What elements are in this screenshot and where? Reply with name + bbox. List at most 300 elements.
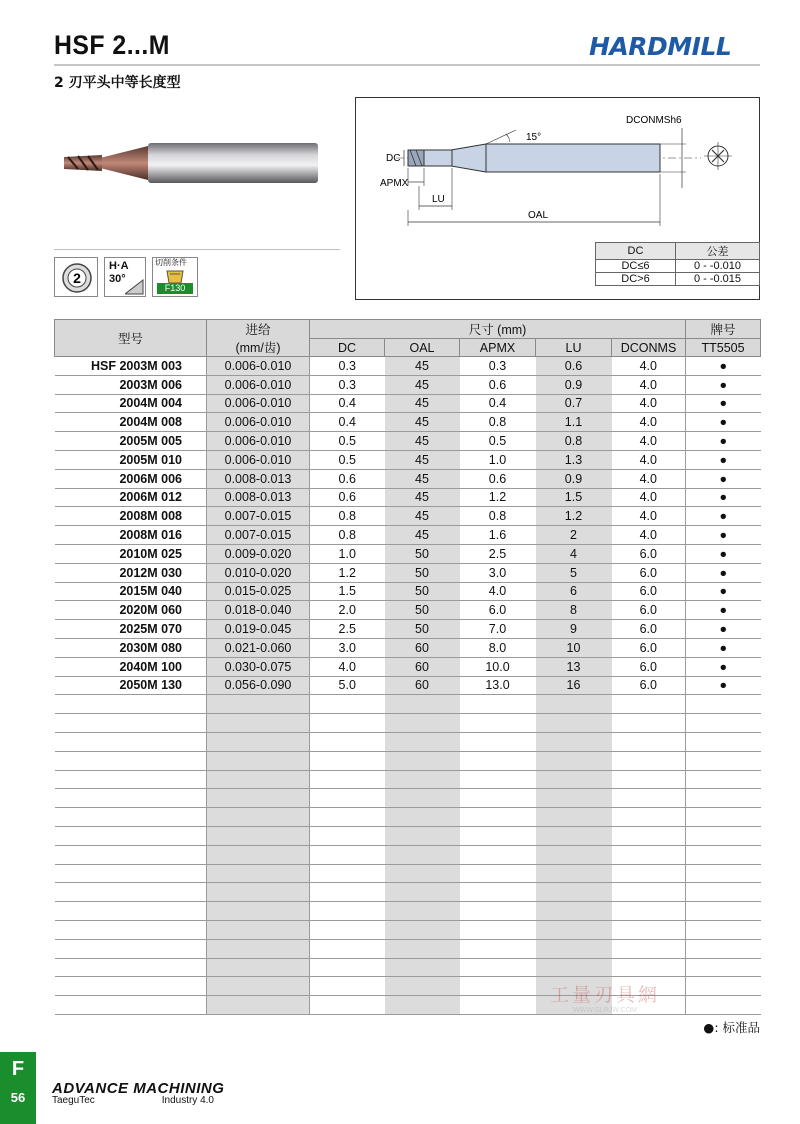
cell-feed: 0.006-0.010 — [207, 413, 310, 432]
empty-cell — [385, 883, 460, 902]
cell-feed: 0.007-0.015 — [207, 526, 310, 545]
empty-cell — [207, 770, 310, 789]
empty-cell — [310, 826, 385, 845]
cell-grade: ● — [686, 375, 761, 394]
advance-machining-logo — [52, 1080, 224, 1106]
dim-angle-label: 15° — [526, 132, 542, 143]
table-row — [55, 676, 761, 695]
cell-feed: 0.021-0.060 — [207, 638, 310, 657]
empty-cell — [207, 789, 310, 808]
empty-cell — [207, 714, 310, 733]
empty-cell — [686, 732, 761, 751]
cell-feed: 0.006-0.010 — [207, 357, 310, 376]
tolerance-table — [595, 242, 760, 286]
empty-cell — [310, 789, 385, 808]
cell-lu: 9 — [536, 620, 612, 639]
cell-model — [55, 450, 207, 469]
tol-cond: DC≤6 — [596, 260, 676, 273]
cell-grade: ● — [686, 657, 761, 676]
empty-cell — [460, 996, 536, 1015]
empty-cell — [385, 864, 460, 883]
cell-lu: 13 — [536, 657, 612, 676]
empty-cell — [536, 751, 612, 770]
table-row — [55, 620, 761, 639]
empty-cell — [55, 751, 207, 770]
cell-dc: 0.5 — [310, 432, 385, 451]
helix-angle-icon — [104, 257, 146, 297]
flute-count: 2 — [73, 270, 81, 286]
cell-apmx: 0.3 — [460, 357, 536, 376]
empty-cell — [612, 770, 686, 789]
model-code: 2003M 006 — [119, 377, 182, 392]
empty-cell — [536, 883, 612, 902]
cell-oal: 45 — [385, 413, 460, 432]
cell-dc: 0.8 — [310, 507, 385, 526]
empty-cell — [385, 996, 460, 1015]
model-code: 2030M 080 — [119, 640, 182, 655]
cell-lu: 0.9 — [536, 375, 612, 394]
cell-lu: 2 — [536, 526, 612, 545]
empty-cell — [612, 789, 686, 808]
model-code: 2015M 040 — [119, 584, 182, 599]
header-dimensions: 尺寸 (mm) — [310, 320, 686, 339]
cell-grade: ● — [686, 638, 761, 657]
empty-cell — [460, 789, 536, 808]
cell-apmx: 0.5 — [460, 432, 536, 451]
table-row — [55, 432, 761, 451]
cell-lu: 0.7 — [536, 394, 612, 413]
empty-cell — [460, 958, 536, 977]
tol-cond: DC>6 — [596, 273, 676, 286]
cond-title: 切削条件 — [155, 258, 187, 267]
cell-oal: 45 — [385, 357, 460, 376]
model-code: 2004M 004 — [119, 396, 182, 411]
cell-dc: 0.4 — [310, 413, 385, 432]
empty-cell — [385, 808, 460, 827]
table-row — [55, 488, 761, 507]
cell-oal: 45 — [385, 450, 460, 469]
cell-apmx: 3.0 — [460, 563, 536, 582]
dim-dconms-label: DCONMSh6 — [626, 115, 682, 126]
empty-cell — [686, 996, 761, 1015]
table-row — [55, 601, 761, 620]
empty-cell — [385, 751, 460, 770]
empty-cell — [460, 770, 536, 789]
header-feed — [207, 320, 310, 357]
cell-feed: 0.056-0.090 — [207, 676, 310, 695]
cell-apmx: 13.0 — [460, 676, 536, 695]
cell-dc: 2.0 — [310, 601, 385, 620]
empty-cell — [310, 770, 385, 789]
empty-cell — [460, 883, 536, 902]
legend-standard: ●: 标准品 — [703, 1020, 760, 1035]
empty-cell — [612, 920, 686, 939]
empty-cell — [55, 826, 207, 845]
cell-feed: 0.009-0.020 — [207, 544, 310, 563]
cell-dc: 1.5 — [310, 582, 385, 601]
logo-mill: MILL — [667, 32, 732, 61]
empty-cell — [385, 714, 460, 733]
header-model: 型号 — [55, 320, 207, 357]
cell-model — [55, 544, 207, 563]
cell-dc: 0.5 — [310, 450, 385, 469]
cell-model — [55, 526, 207, 545]
cell-oal: 45 — [385, 488, 460, 507]
cell-apmx: 1.6 — [460, 526, 536, 545]
cell-feed: 0.008-0.013 — [207, 488, 310, 507]
cell-model — [55, 676, 207, 695]
cell-dc: 0.8 — [310, 526, 385, 545]
empty-cell — [55, 939, 207, 958]
cell-oal: 60 — [385, 657, 460, 676]
cell-oal: 45 — [385, 432, 460, 451]
empty-row — [55, 770, 761, 789]
empty-cell — [612, 845, 686, 864]
header-grade-name: TT5505 — [686, 339, 761, 357]
cell-grade: ● — [686, 357, 761, 376]
empty-cell — [207, 902, 310, 921]
cell-grade: ● — [686, 544, 761, 563]
empty-cell — [385, 770, 460, 789]
header-oal: OAL — [385, 339, 460, 357]
cell-dconms: 6.0 — [612, 563, 686, 582]
cell-lu: 0.8 — [536, 432, 612, 451]
empty-cell — [55, 977, 207, 996]
cell-feed: 0.006-0.010 — [207, 432, 310, 451]
model-code: 2006M 012 — [119, 490, 182, 505]
model-code: 2050M 130 — [119, 678, 182, 693]
empty-cell — [310, 751, 385, 770]
empty-row — [55, 808, 761, 827]
cell-model — [55, 394, 207, 413]
page-number: 56 — [10, 1090, 26, 1105]
cell-apmx: 0.6 — [460, 469, 536, 488]
header-apmx: APMX — [460, 339, 536, 357]
empty-cell — [536, 695, 612, 714]
tol-value: 0 - -0.015 — [676, 273, 760, 286]
cell-oal: 60 — [385, 638, 460, 657]
empty-row — [55, 714, 761, 733]
empty-cell — [612, 902, 686, 921]
cell-grade: ● — [686, 582, 761, 601]
cell-grade: ● — [686, 432, 761, 451]
empty-cell — [385, 902, 460, 921]
watermark-text: 工量刃具網 — [549, 984, 660, 1006]
empty-cell — [55, 883, 207, 902]
cell-oal: 60 — [385, 676, 460, 695]
cell-dc: 0.6 — [310, 488, 385, 507]
empty-cell — [536, 808, 612, 827]
cell-dconms: 4.0 — [612, 375, 686, 394]
empty-cell — [612, 826, 686, 845]
empty-cell — [310, 695, 385, 714]
empty-cell — [612, 695, 686, 714]
table-row — [55, 394, 761, 413]
empty-cell — [207, 808, 310, 827]
empty-cell — [460, 808, 536, 827]
empty-cell — [686, 751, 761, 770]
cell-model — [55, 657, 207, 676]
cell-dconms: 6.0 — [612, 676, 686, 695]
empty-cell — [55, 714, 207, 733]
cell-lu: 8 — [536, 601, 612, 620]
empty-cell — [460, 714, 536, 733]
empty-cell — [612, 714, 686, 733]
cell-oal: 45 — [385, 469, 460, 488]
cell-oal: 45 — [385, 394, 460, 413]
empty-cell — [207, 845, 310, 864]
empty-cell — [310, 977, 385, 996]
cell-apmx: 2.5 — [460, 544, 536, 563]
empty-cell — [460, 977, 536, 996]
empty-cell — [612, 864, 686, 883]
cell-dc: 5.0 — [310, 676, 385, 695]
model-code: 2006M 006 — [119, 471, 182, 486]
cell-feed: 0.018-0.040 — [207, 601, 310, 620]
logo-hard: HARD — [589, 32, 668, 61]
cell-lu: 4 — [536, 544, 612, 563]
cell-lu: 10 — [536, 638, 612, 657]
empty-cell — [55, 732, 207, 751]
cell-feed: 0.007-0.015 — [207, 507, 310, 526]
empty-cell — [686, 902, 761, 921]
cell-oal: 50 — [385, 544, 460, 563]
cell-oal: 45 — [385, 507, 460, 526]
empty-cell — [55, 864, 207, 883]
cell-grade: ● — [686, 507, 761, 526]
empty-cell — [536, 732, 612, 751]
dim-dc-label: DC — [386, 153, 401, 164]
header-lu: LU — [536, 339, 612, 357]
product-table-body — [55, 357, 761, 1015]
empty-cell — [310, 958, 385, 977]
empty-cell — [385, 939, 460, 958]
model-code: 2005M 010 — [119, 452, 182, 467]
empty-row — [55, 864, 761, 883]
cell-model — [55, 469, 207, 488]
cell-grade: ● — [686, 563, 761, 582]
empty-cell — [536, 845, 612, 864]
empty-cell — [536, 902, 612, 921]
empty-cell — [55, 695, 207, 714]
tol-header-dc: DC — [596, 243, 676, 260]
empty-cell — [686, 883, 761, 902]
cond-badge: F130 — [157, 283, 193, 294]
end-mill-photo — [60, 138, 322, 188]
cell-dconms: 6.0 — [612, 601, 686, 620]
cell-dc: 4.0 — [310, 657, 385, 676]
empty-cell — [310, 939, 385, 958]
empty-cell — [310, 808, 385, 827]
empty-cell — [310, 920, 385, 939]
dim-lu-label: LU — [432, 194, 445, 205]
helix-value: 30° — [109, 273, 126, 285]
cell-feed: 0.010-0.020 — [207, 563, 310, 582]
empty-cell — [612, 883, 686, 902]
empty-cell — [686, 714, 761, 733]
cell-model — [55, 375, 207, 394]
empty-cell — [612, 732, 686, 751]
flute-count-icon — [54, 257, 98, 297]
watermark-url: WWW.GLRJW.COM — [573, 1007, 637, 1014]
empty-cell — [207, 996, 310, 1015]
empty-cell — [207, 864, 310, 883]
cell-lu: 1.1 — [536, 413, 612, 432]
empty-cell — [55, 996, 207, 1015]
empty-cell — [207, 939, 310, 958]
cell-apmx: 0.6 — [460, 375, 536, 394]
empty-cell — [385, 920, 460, 939]
cell-dc: 3.0 — [310, 638, 385, 657]
table-row — [55, 657, 761, 676]
empty-cell — [612, 808, 686, 827]
cell-lu: 5 — [536, 563, 612, 582]
empty-cell — [55, 845, 207, 864]
empty-cell — [686, 958, 761, 977]
section-letter: F — [11, 1058, 25, 1080]
empty-cell — [536, 826, 612, 845]
cell-apmx: 8.0 — [460, 638, 536, 657]
cell-model — [55, 357, 207, 376]
cell-feed: 0.006-0.010 — [207, 394, 310, 413]
cell-dc: 0.4 — [310, 394, 385, 413]
empty-cell — [207, 751, 310, 770]
cell-dc: 0.6 — [310, 469, 385, 488]
model-code: 2040M 100 — [119, 659, 182, 674]
empty-cell — [612, 751, 686, 770]
empty-cell — [460, 939, 536, 958]
model-code: 2012M 030 — [119, 565, 182, 580]
product-table — [54, 319, 761, 1015]
empty-cell — [460, 751, 536, 770]
cell-lu: 1.2 — [536, 507, 612, 526]
empty-cell — [55, 958, 207, 977]
empty-row — [55, 845, 761, 864]
cell-model — [55, 563, 207, 582]
dim-apmx-label: APMX — [380, 178, 409, 189]
cell-dconms: 6.0 — [612, 582, 686, 601]
empty-cell — [55, 789, 207, 808]
cell-dconms: 4.0 — [612, 526, 686, 545]
empty-row — [55, 883, 761, 902]
cell-grade: ● — [686, 601, 761, 620]
cell-lu: 1.5 — [536, 488, 612, 507]
tol-value: 0 - -0.010 — [676, 260, 760, 273]
cell-feed: 0.006-0.010 — [207, 450, 310, 469]
empty-cell — [310, 714, 385, 733]
cell-dconms: 4.0 — [612, 357, 686, 376]
cell-dconms: 6.0 — [612, 657, 686, 676]
cell-grade: ● — [686, 469, 761, 488]
cell-grade: ● — [686, 620, 761, 639]
cell-model — [55, 638, 207, 657]
model-code: 2008M 008 — [119, 509, 182, 524]
cell-dconms: 6.0 — [612, 620, 686, 639]
header-dconms: DCONMS — [612, 339, 686, 357]
cell-model — [55, 582, 207, 601]
cell-apmx: 0.4 — [460, 394, 536, 413]
cell-dconms: 6.0 — [612, 638, 686, 657]
model-code: 2003M 003 — [119, 358, 182, 373]
cell-dconms: 4.0 — [612, 413, 686, 432]
cell-model — [55, 432, 207, 451]
helix-label: H·A — [109, 260, 129, 272]
page-subtitle: 2 刃平头中等长度型 — [54, 75, 181, 91]
cell-oal: 50 — [385, 620, 460, 639]
brand-taegutec: TaeguTec — [52, 1095, 95, 1106]
model-code: 2004M 008 — [119, 415, 182, 430]
cutting-conditions-icon — [152, 257, 198, 297]
empty-cell — [310, 996, 385, 1015]
model-code: 2025M 070 — [119, 622, 182, 637]
cell-apmx: 1.0 — [460, 450, 536, 469]
empty-cell — [385, 977, 460, 996]
cell-oal: 50 — [385, 601, 460, 620]
model-code: 2008M 016 — [119, 528, 182, 543]
cell-oal: 50 — [385, 563, 460, 582]
empty-cell — [385, 732, 460, 751]
cell-oal: 50 — [385, 582, 460, 601]
cell-dconms: 4.0 — [612, 507, 686, 526]
table-row — [55, 544, 761, 563]
cell-lu: 16 — [536, 676, 612, 695]
empty-row — [55, 751, 761, 770]
cell-dc: 0.3 — [310, 357, 385, 376]
cell-apmx: 7.0 — [460, 620, 536, 639]
cell-model — [55, 488, 207, 507]
model-prefix: HSF — [90, 358, 116, 373]
empty-cell — [460, 732, 536, 751]
empty-cell — [55, 808, 207, 827]
cell-model — [55, 601, 207, 620]
empty-cell — [536, 770, 612, 789]
empty-cell — [686, 920, 761, 939]
table-row — [55, 450, 761, 469]
empty-cell — [207, 920, 310, 939]
table-row — [55, 582, 761, 601]
empty-cell — [460, 845, 536, 864]
empty-cell — [536, 789, 612, 808]
empty-cell — [686, 695, 761, 714]
empty-cell — [686, 939, 761, 958]
cell-dc: 2.5 — [310, 620, 385, 639]
empty-cell — [460, 826, 536, 845]
cell-dconms: 4.0 — [612, 394, 686, 413]
title-divider — [54, 64, 760, 66]
empty-cell — [686, 826, 761, 845]
empty-cell — [686, 977, 761, 996]
empty-cell — [55, 770, 207, 789]
cell-apmx: 0.8 — [460, 507, 536, 526]
cell-dconms: 4.0 — [612, 488, 686, 507]
cell-dconms: 4.0 — [612, 450, 686, 469]
cell-model — [55, 507, 207, 526]
empty-cell — [686, 864, 761, 883]
empty-cell — [686, 789, 761, 808]
cell-apmx: 4.0 — [460, 582, 536, 601]
empty-cell — [536, 920, 612, 939]
empty-cell — [207, 826, 310, 845]
empty-cell — [460, 920, 536, 939]
cell-apmx: 1.2 — [460, 488, 536, 507]
empty-cell — [536, 864, 612, 883]
brand-industry: Industry 4.0 — [161, 1095, 214, 1106]
empty-cell — [207, 732, 310, 751]
empty-row — [55, 695, 761, 714]
cell-grade: ● — [686, 394, 761, 413]
cell-lu: 0.9 — [536, 469, 612, 488]
cell-grade: ● — [686, 526, 761, 545]
